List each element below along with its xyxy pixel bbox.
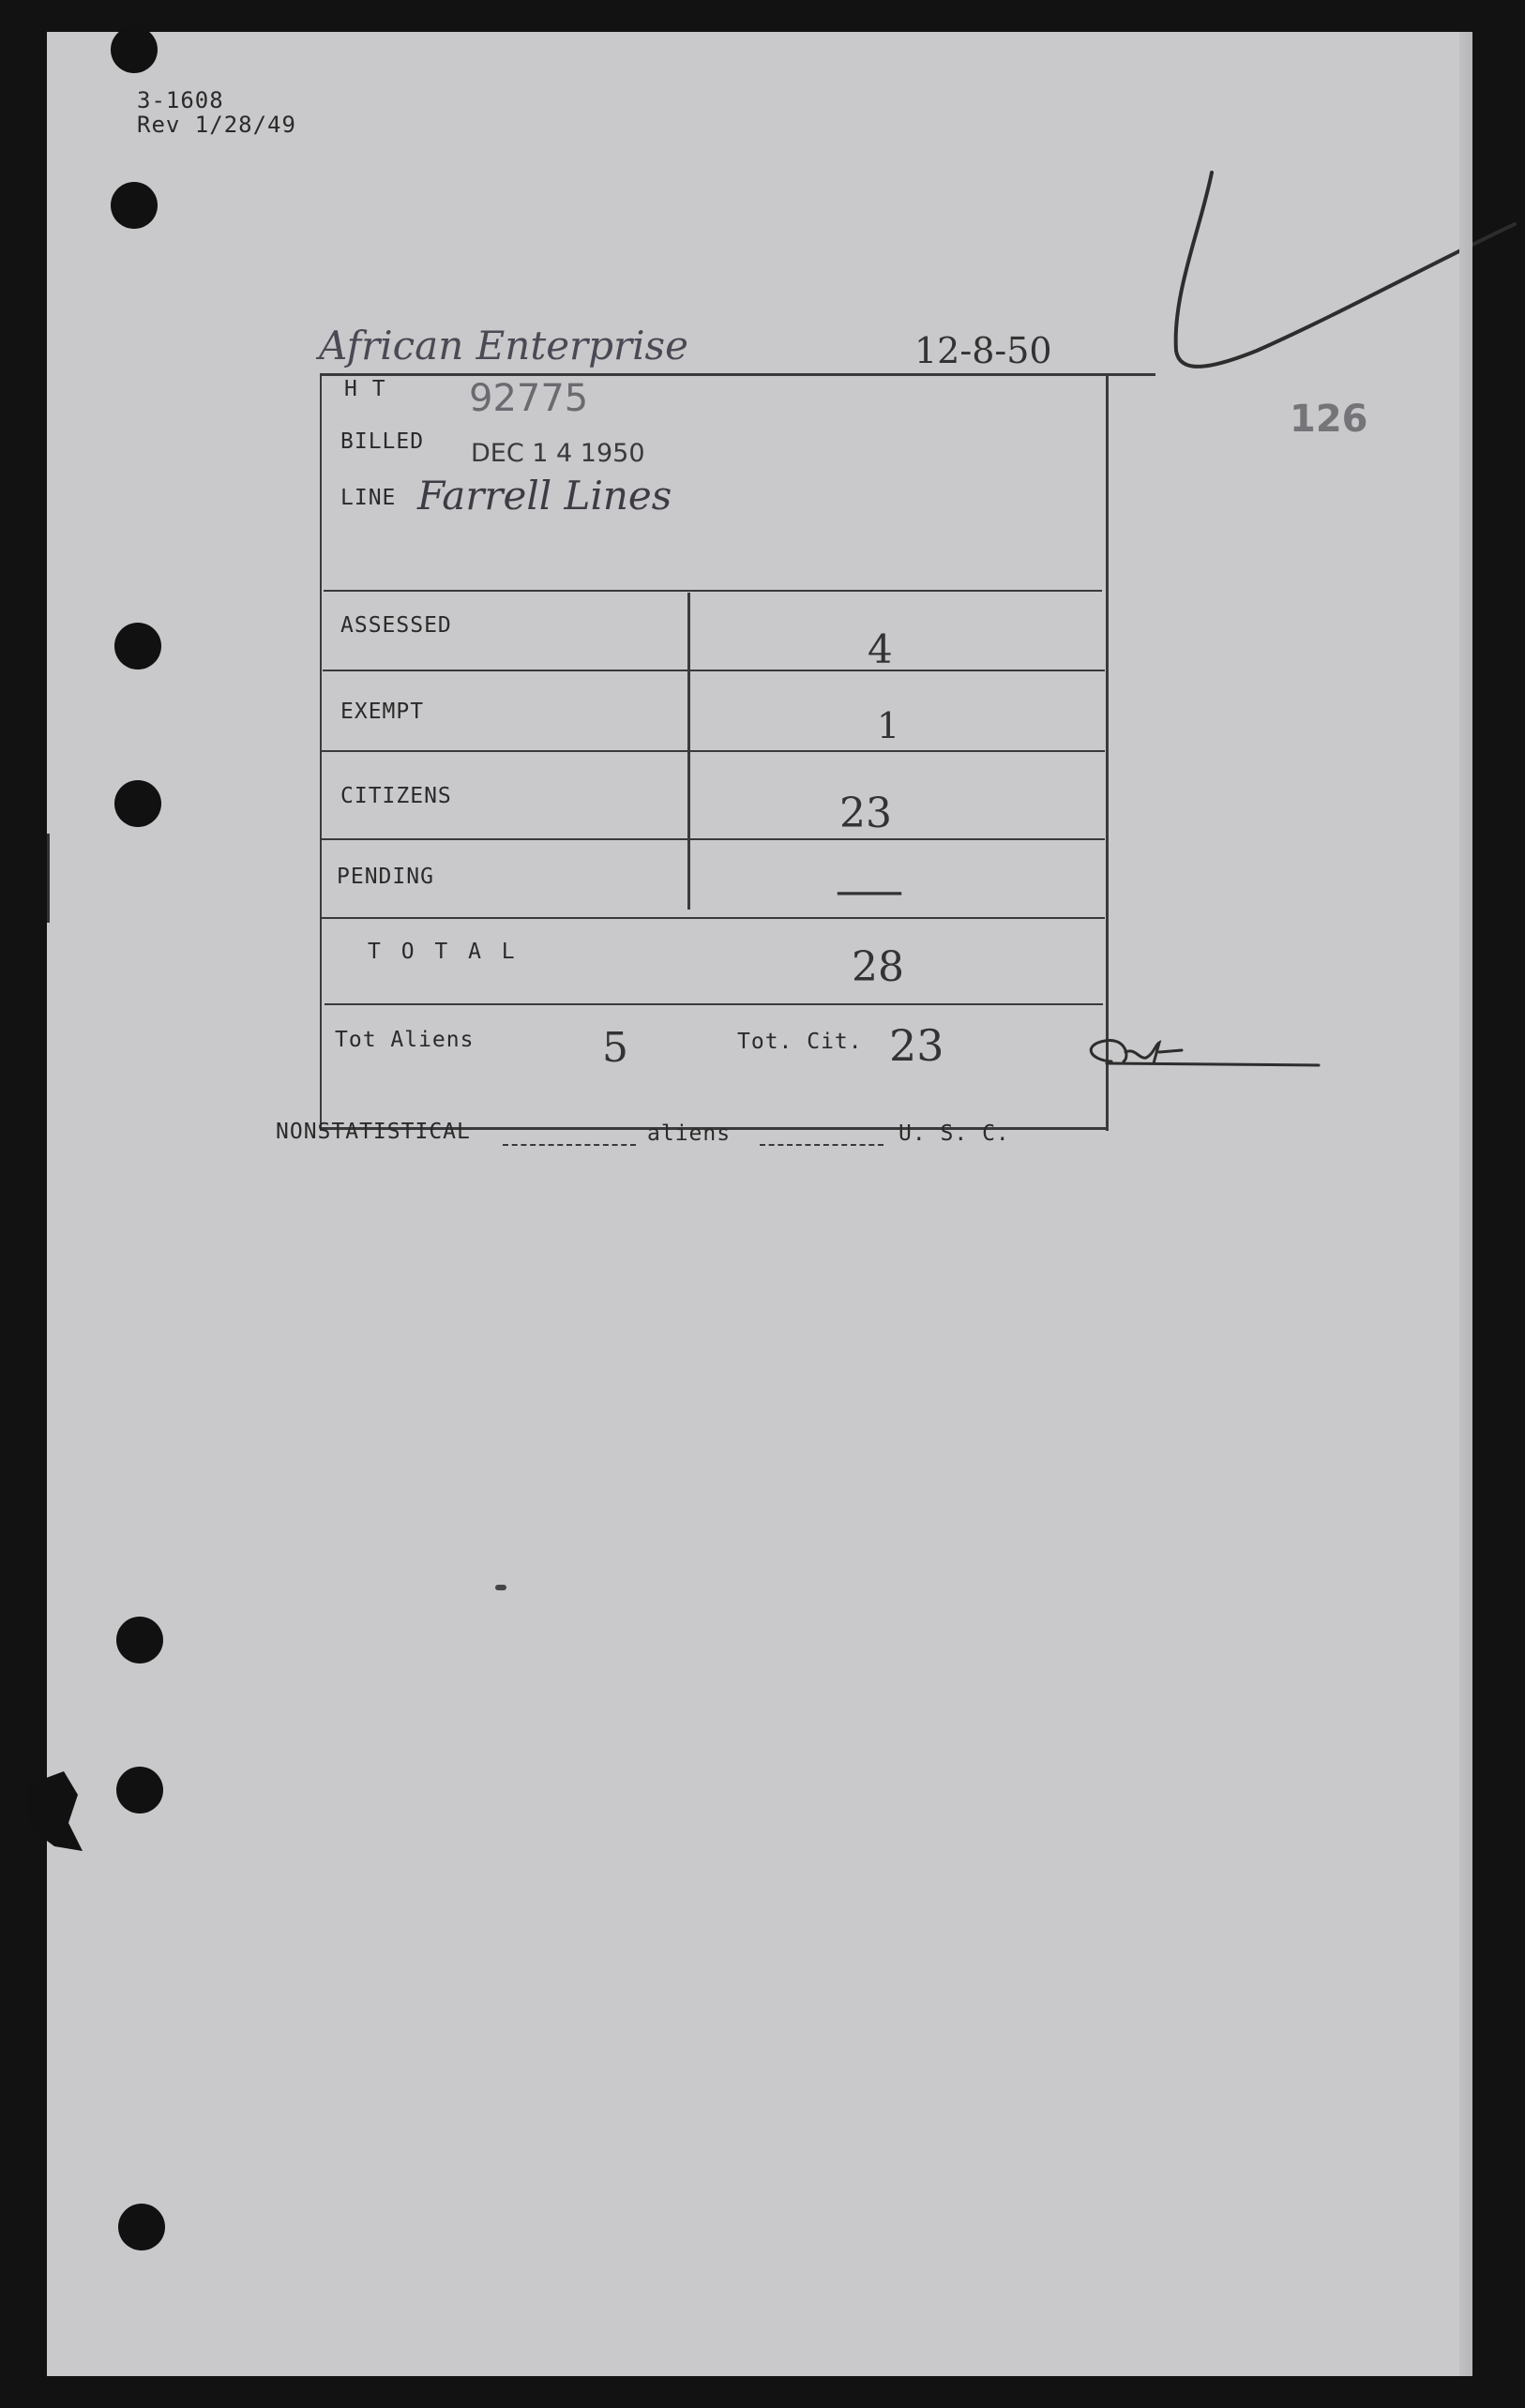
- smudge-mark: [495, 1585, 506, 1590]
- punch-hole-icon: [114, 623, 161, 670]
- tot-cit-label: Tot. Cit.: [737, 1030, 863, 1054]
- torn-edge-mark: [26, 1757, 101, 1860]
- row-value-assessed: 4: [868, 626, 893, 672]
- tot-cit-value: 23: [889, 1020, 944, 1071]
- tot-aliens-value: 5: [602, 1024, 628, 1072]
- line-name: Farrell Lines: [417, 473, 672, 519]
- tot-aliens-label: Tot Aliens: [335, 1028, 475, 1052]
- aliens-label: aliens: [647, 1121, 732, 1146]
- document-card: [47, 32, 1472, 2376]
- row-value-exempt: 1: [877, 705, 900, 746]
- ht-number: 92775: [469, 377, 589, 420]
- row-value-citizens: 23: [839, 790, 892, 837]
- punch-hole-icon: [114, 780, 161, 827]
- row-label-pending: PENDING: [337, 865, 434, 889]
- checkmark-icon: [1172, 173, 1525, 388]
- line-label: LINE: [340, 486, 397, 510]
- page-number: 126: [1290, 398, 1368, 441]
- edge-mark: [47, 834, 50, 923]
- punch-hole-icon: [116, 1767, 163, 1814]
- nonstatistical-blank: [503, 1144, 636, 1146]
- row-value-pending: —: [834, 863, 905, 917]
- punch-hole-icon: [111, 182, 158, 229]
- punch-hole-icon: [116, 1617, 163, 1663]
- billed-label: BILLED: [340, 429, 425, 454]
- form-number: 3-1608: [137, 87, 224, 113]
- row-label-assessed: ASSESSED: [340, 613, 452, 638]
- vessel-name: African Enterprise: [319, 323, 688, 369]
- entry-date: 12-8-50: [914, 330, 1052, 371]
- punch-hole-icon: [118, 2204, 165, 2250]
- usc-label: U. S. C.: [898, 1121, 1010, 1146]
- form-revision: Rev 1/28/49: [137, 112, 296, 138]
- punch-hole-icon: [111, 26, 158, 73]
- initials-signature: [1079, 1024, 1322, 1080]
- ht-label: H T: [344, 377, 386, 401]
- total-value: 28: [852, 943, 904, 991]
- total-label: T O T A L: [368, 940, 519, 964]
- nonstatistical-label: NONSTATISTICAL: [276, 1120, 471, 1144]
- row-label-citizens: CITIZENS: [340, 784, 452, 808]
- aliens-blank: [760, 1144, 883, 1146]
- billed-date-stamp: DEC 1 4 1950: [471, 439, 645, 468]
- row-label-exempt: EXEMPT: [340, 700, 425, 724]
